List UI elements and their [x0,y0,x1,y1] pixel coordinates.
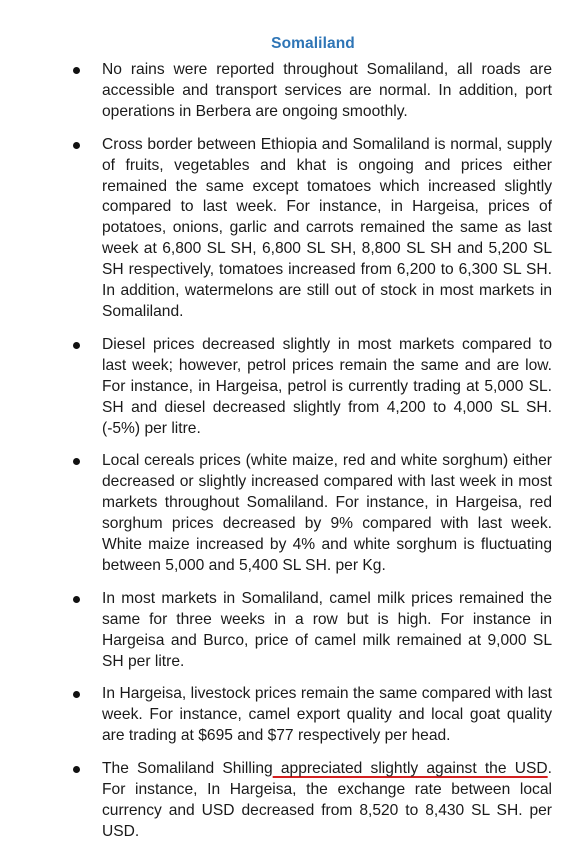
bullet-text: Cross border between Ethiopia and Somaliland is normal, supply of fruits, vegetables and khat is ongoing and prices either remained the same except tomatoes which increased slightly compared to last week. For instance, in Hargeisa, prices of potatoes, onions, garlic and carrots remained the same as last week at 6,800 SL SH, 6,800 SL SH, 8,800 SL SH and 5,200 SL SH respectively, tomatoes increased from 6,200 to 6,300 SL SH. In addition, watermelons are still out of stock in most markets in Somaliland. [102,135,552,320]
bullet-text: No rains were reported throughout Somaliland, all roads are accessible and transport services are normal. In addition, port operations in Berbera are ongoing smoothly. [102,61,552,120]
bullet-text: In Hargeisa, livestock prices remain the same compared with last week. For instance, camel export quality and local goat quality are trading at $695 and $77 respectively per head. [102,685,552,745]
section-heading: Somaliland [271,35,355,52]
list-item [0,589,588,673]
bullet-text: Diesel prices decreased slightly in most markets compared to last week; however, petrol prices remain the same and are low. For instance, in Hargeisa, petrol is currently trading at 5,000 SL. SH and diesel decreased slightly from 4,200 to 4,000 SL SH. (-5%) per litre. [102,335,552,437]
bullet-text-part: The Somaliland Shilling [102,760,273,778]
list-item [0,60,588,123]
highlighted-text: appreciated slightly against the USD [272,760,548,778]
bullet-text: In most markets in Somaliland, camel milk prices remained the same for three weeks in a row but is high. For instance in Hargeisa and Burco, price of camel milk remained at 9,000 SL SH per litre. [102,589,552,670]
bullet-icon [73,596,80,603]
list-item [0,451,588,576]
list-item [0,135,588,323]
bullet-text [102,759,552,843]
bullet-text-part: . For instance, In Hargeisa, the exchange rate between local currency and USD decreased from 8,520 to 8,430 SL SH. per USD. [102,760,552,840]
bullet-icon [73,67,80,74]
list-item [0,684,588,747]
list-item [0,335,588,440]
bullet-list [0,60,588,855]
bullet-icon [73,691,80,698]
bullet-icon [73,342,80,349]
bullet-icon [73,766,80,773]
bullet-icon [73,458,80,465]
bullet-text: Local cereals prices (white maize, red and white sorghum) either decreased or slightly increased compared with last week in most markets throughout Somaliland. For instance, in Hargeisa, red sorghum prices decreased by 9% compared with last week. White maize increased by 4% and white sorghum is fluctuating between 5,000 and 5,400 SL SH. per Kg. [102,452,552,574]
bullet-icon [73,142,80,149]
list-item [0,759,588,843]
